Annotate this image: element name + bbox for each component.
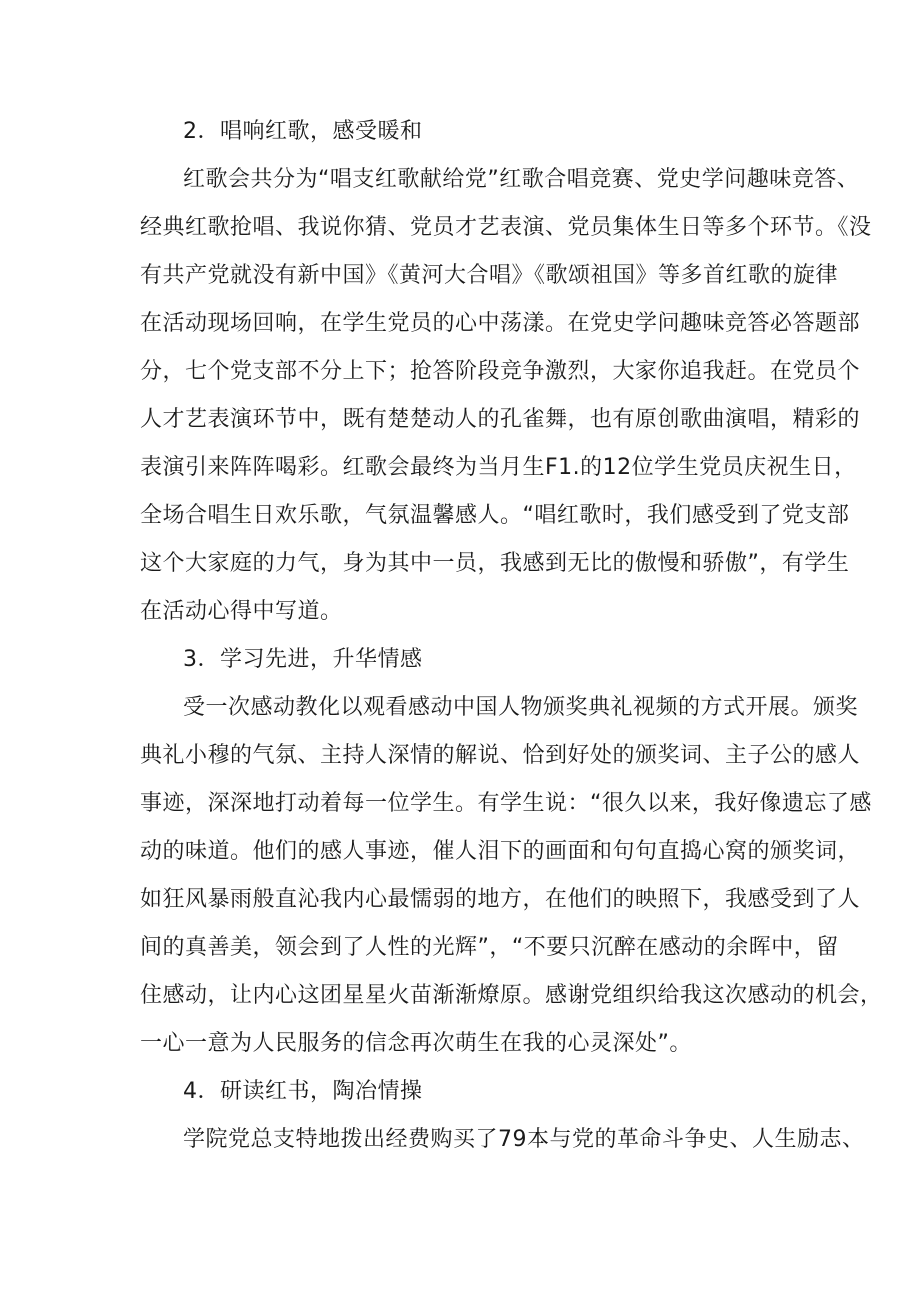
section-3-line: 一心一意为人民服务的信念再次萌生在我的心灵深处”。 [140,1031,692,1056]
section-3-line: 动的味道。他们的感人事迹，催人泪下的画面和句句直捣心窝的颁奖词， [140,839,861,864]
section-3-line: 受一次感动教化以观看感动中国人物颁奖典礼视频的方式开展。颁奖 [183,695,859,720]
section-3-heading: 3．学习先进，升华情感 [183,647,423,672]
section-2-line: 人才艺表演环节中，既有楚楚动人的孔雀舞，也有原创歌曲演唱，精彩的 [140,407,861,432]
section-3-line: 事迹，深深地打动着每一位学生。有学生说：“很久以来，我好像遗忘了感 [140,791,872,816]
section-2-line: 在活动现场回响，在学生党员的心中荡漾。在党史学问趣味竞答必答题部 [140,311,861,336]
section-3-line: 间的真善美，领会到了人性的光辉”，“不要只沉醉在感动的余晖中，留 [140,935,839,960]
section-2-line: 有共产党就没有新中国》《黄河大合唱》《歌颂祖国》等多首红歌的旋律 [140,263,839,288]
section-3-line: 住感动，让内心这团星星火苗渐渐燎原。感谢党组织给我这次感动的机会， [140,983,883,1008]
section-4-heading: 4．研读红书，陶冶情操 [183,1079,423,1104]
section-2-line: 分，七个党支部不分上下；抢答阶段竞争激烈，大家你追我赶。在党员个 [140,359,861,384]
section-2-line: 在活动心得中写道。 [140,599,343,624]
section-2-line: 这个大家庭的力气，身为其中一员，我感到无比的傲慢和骄傲”，有学生 [140,551,850,576]
section-2-line: 全场合唱生日欢乐歌，气氛温馨感人。“唱红歌时，我们感受到了党支部 [140,503,850,528]
section-3-line: 典礼小穆的气氛、主持人深情的解说、恰到好处的颁奖词、主子公的感人 [140,743,861,768]
section-3-line: 如狂风暴雨般直沁我内心最懦弱的地方，在他们的映照下，我感受到了人 [140,887,861,912]
section-2-line: 经典红歌抢唱、我说你猜、党员才艺表演、党员集体生日等多个环节。《没 [140,215,872,240]
section-2-heading: 2．唱响红歌，感受暖和 [183,119,423,144]
section-2-line: 表演引来阵阵喝彩。红歌会最终为当月生F1.的12位学生党员庆祝生日， [140,455,857,480]
section-4-line: 学院党总支特地拨出经费购买了79本与党的革命斗争史、人生励志、 [183,1127,865,1152]
section-2-line: 红歌会共分为“唱支红歌献给党”红歌合唱竞赛、党史学问趣味竞答、 [183,167,860,192]
